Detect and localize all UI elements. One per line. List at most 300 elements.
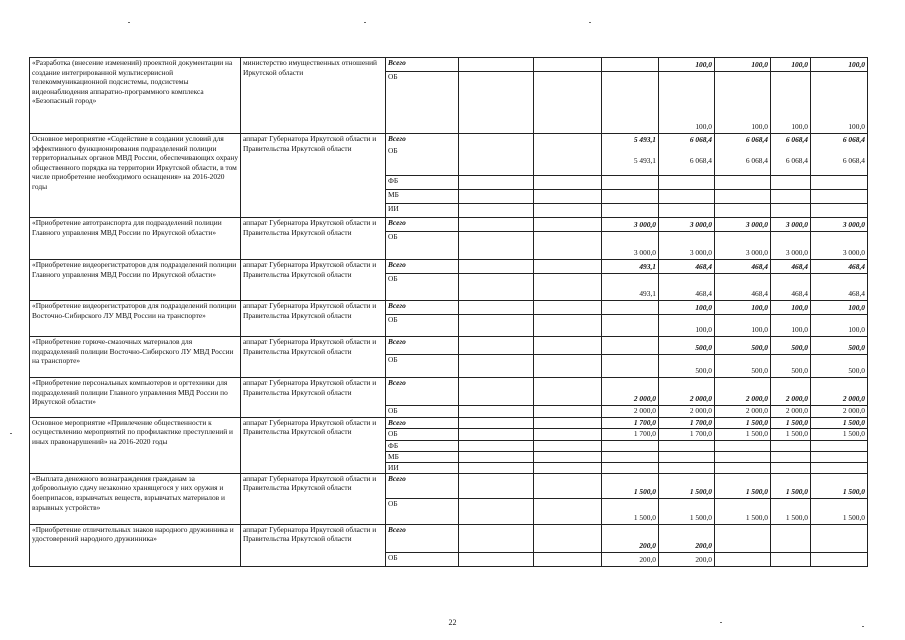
amount-value: 100,0 bbox=[848, 325, 865, 335]
funding-source-label: ОБ bbox=[388, 145, 398, 155]
amount-cell bbox=[715, 204, 771, 218]
amount-regional-budget: 6 068,4 bbox=[745, 155, 768, 165]
amount-cell bbox=[602, 315, 659, 337]
amount-cell bbox=[715, 473, 771, 498]
amount-cell bbox=[534, 315, 602, 337]
funding-source-label: ОБ bbox=[388, 498, 398, 508]
amount-cell bbox=[771, 260, 811, 274]
amount-cell bbox=[715, 260, 771, 274]
amount-value: 200,0 bbox=[695, 541, 712, 551]
executor-cell: аппарат Губернатора Иркутской области и Правительства Иркутской области bbox=[241, 134, 386, 218]
table-row bbox=[30, 337, 868, 355]
activity-name-cell: «Разработка (внесение изменений) проектной документации на создание интегрированной мультисервисной телекоммуникационной подсистемы, подсистемы видеонаблюдения аппаратно-программного комплекса «Безопасный город» bbox=[30, 58, 241, 134]
amount-cell bbox=[715, 429, 771, 441]
amount-cell bbox=[659, 204, 715, 218]
empty-cell bbox=[459, 406, 534, 418]
amount-cell bbox=[659, 232, 715, 260]
amount-value: 3 000,0 bbox=[842, 248, 865, 258]
amount-cell bbox=[715, 406, 771, 418]
funding-source-cell bbox=[386, 378, 459, 406]
amount-cell bbox=[771, 204, 811, 218]
amount-cell bbox=[659, 498, 715, 524]
amount-value: 100,0 bbox=[751, 60, 768, 70]
funding-source-cell bbox=[386, 58, 459, 72]
table-body bbox=[30, 58, 868, 567]
amount-value: 100,0 bbox=[791, 303, 808, 313]
amount-cell bbox=[771, 218, 811, 232]
funding-source-label: ИИ bbox=[388, 462, 399, 472]
funding-source-label: ОБ bbox=[388, 72, 398, 81]
amount-cell bbox=[771, 337, 811, 355]
amount-cell bbox=[771, 274, 811, 301]
amount-value: 500,0 bbox=[848, 343, 865, 353]
amount-value: 100,0 bbox=[751, 122, 768, 132]
amount-cell bbox=[602, 462, 659, 473]
amount-cell bbox=[534, 355, 602, 378]
empty-cell bbox=[459, 462, 534, 473]
amount-cell bbox=[602, 58, 659, 72]
amount-cell bbox=[811, 406, 868, 418]
amount-cell bbox=[771, 355, 811, 378]
amount-cell bbox=[715, 274, 771, 301]
empty-cell bbox=[459, 301, 534, 315]
amount-value: 200,0 bbox=[639, 541, 656, 551]
empty-cell bbox=[459, 451, 534, 462]
amount-cell bbox=[811, 552, 868, 566]
amount-cell bbox=[534, 462, 602, 473]
amount-cell bbox=[659, 315, 715, 337]
amount-value: 1 700,0 bbox=[633, 417, 656, 427]
amount-cell bbox=[715, 134, 771, 176]
amount-value: 100,0 bbox=[791, 325, 808, 335]
amount-cell bbox=[659, 134, 715, 176]
table-row bbox=[30, 524, 868, 552]
amount-cell bbox=[602, 204, 659, 218]
funding-source-label: ОБ bbox=[388, 406, 398, 415]
activity-name-cell: «Приобретение автотранспорта для подразделений полиции Главного управления МВД России по Иркутской области» bbox=[30, 218, 241, 260]
amount-value: 1 500,0 bbox=[785, 487, 808, 497]
amount-total: 6 068,4 bbox=[842, 135, 865, 144]
executor-cell: аппарат Губернатора Иркутской области и Правительства Иркутской области bbox=[241, 473, 386, 524]
executor-cell: министерство имущественных отношений Иркутской области bbox=[241, 58, 386, 134]
funding-source-cell bbox=[386, 355, 459, 378]
amount-value: 1 500,0 bbox=[785, 429, 808, 439]
amount-value: 1 500,0 bbox=[842, 417, 865, 427]
amount-value: 100,0 bbox=[791, 122, 808, 132]
amount-cell bbox=[659, 301, 715, 315]
scan-speck bbox=[862, 626, 864, 627]
table-row bbox=[30, 301, 868, 315]
amount-cell bbox=[534, 552, 602, 566]
funding-source-cell bbox=[386, 232, 459, 260]
amount-cell bbox=[534, 337, 602, 355]
empty-cell bbox=[459, 473, 534, 498]
funding-source-cell bbox=[386, 337, 459, 355]
funding-source-label: Всего bbox=[388, 301, 406, 310]
amount-value: 100,0 bbox=[695, 303, 712, 313]
funding-source-cell bbox=[386, 462, 459, 473]
amount-cell bbox=[602, 429, 659, 441]
funding-source-cell bbox=[386, 134, 459, 176]
scan-speck bbox=[364, 22, 366, 23]
amount-cell bbox=[811, 417, 868, 429]
amount-regional-budget: 6 068,4 bbox=[689, 155, 712, 165]
amount-cell bbox=[715, 301, 771, 315]
amount-cell bbox=[811, 473, 868, 498]
funding-source-cell bbox=[386, 440, 459, 451]
empty-cell bbox=[459, 417, 534, 429]
amount-cell bbox=[715, 218, 771, 232]
amount-value: 1 700,0 bbox=[633, 429, 656, 439]
activity-name-cell: «Выплата денежного вознаграждения гражданам за добровольную сдачу незаконно хранящегося у них оружия и боеприпасов, взрывчатых веществ, взрывчатых материалов и взрывных устройств» bbox=[30, 473, 241, 524]
amount-value: 1 500,0 bbox=[745, 487, 768, 497]
funding-source-label: ОБ bbox=[388, 552, 398, 562]
amount-cell bbox=[715, 315, 771, 337]
table-row bbox=[30, 218, 868, 232]
amount-cell bbox=[715, 355, 771, 378]
funding-source-label: МБ bbox=[388, 451, 399, 461]
amount-cell bbox=[534, 58, 602, 72]
amount-cell bbox=[811, 72, 868, 134]
amount-value: 1 700,0 bbox=[689, 417, 712, 427]
amount-value: 493,1 bbox=[639, 262, 656, 272]
amount-cell bbox=[715, 440, 771, 451]
funding-source-cell bbox=[386, 473, 459, 498]
amount-cell bbox=[811, 378, 868, 406]
amount-cell bbox=[534, 417, 602, 429]
funding-source-label: Всего bbox=[388, 337, 406, 346]
amount-cell bbox=[602, 176, 659, 190]
executor-cell: аппарат Губернатора Иркутской области и Правительства Иркутской области bbox=[241, 378, 386, 418]
funding-source-label: ИИ bbox=[388, 204, 399, 213]
amount-value: 2 000,0 bbox=[689, 406, 712, 415]
funding-source-label: ОБ bbox=[388, 355, 398, 364]
empty-cell bbox=[459, 524, 534, 552]
amount-value: 1 500,0 bbox=[689, 513, 712, 523]
amount-cell bbox=[659, 552, 715, 566]
amount-cell bbox=[534, 524, 602, 552]
funding-source-label: Всего bbox=[388, 58, 406, 67]
funding-source-label: Всего bbox=[388, 524, 406, 534]
amount-value: 100,0 bbox=[791, 60, 808, 70]
empty-cell bbox=[459, 190, 534, 204]
funding-source-label: ФБ bbox=[388, 440, 399, 450]
amount-value: 3 000,0 bbox=[633, 248, 656, 258]
funding-source-cell bbox=[386, 204, 459, 218]
funding-source-cell bbox=[386, 552, 459, 566]
amount-cell bbox=[811, 232, 868, 260]
budget-table bbox=[29, 57, 868, 567]
amount-cell bbox=[602, 498, 659, 524]
funding-source-cell bbox=[386, 176, 459, 190]
amount-cell bbox=[659, 190, 715, 204]
amount-cell bbox=[602, 355, 659, 378]
empty-cell bbox=[459, 218, 534, 232]
amount-value: 1 500,0 bbox=[633, 487, 656, 497]
amount-cell bbox=[534, 218, 602, 232]
empty-cell bbox=[459, 260, 534, 274]
amount-cell bbox=[534, 134, 602, 176]
table-row bbox=[30, 378, 868, 406]
amount-value: 2 000,0 bbox=[842, 394, 865, 404]
amount-cell bbox=[771, 473, 811, 498]
amount-cell bbox=[602, 72, 659, 134]
amount-cell bbox=[771, 134, 811, 176]
page-number: 22 bbox=[448, 618, 457, 627]
amount-total: 5 493,1 bbox=[633, 135, 656, 144]
amount-cell bbox=[659, 378, 715, 406]
table-row bbox=[30, 134, 868, 176]
amount-cell bbox=[715, 337, 771, 355]
amount-value: 468,4 bbox=[695, 262, 712, 272]
amount-value: 1 500,0 bbox=[842, 487, 865, 497]
amount-value: 100,0 bbox=[848, 303, 865, 313]
amount-cell bbox=[811, 355, 868, 378]
funding-source-cell bbox=[386, 301, 459, 315]
amount-cell bbox=[715, 524, 771, 552]
funding-source-cell bbox=[386, 218, 459, 232]
amount-total: 6 068,4 bbox=[689, 135, 712, 144]
amount-cell bbox=[715, 232, 771, 260]
scan-speck bbox=[10, 433, 12, 434]
amount-value: 100,0 bbox=[695, 325, 712, 335]
amount-cell bbox=[534, 440, 602, 451]
amount-value: 500,0 bbox=[751, 366, 768, 376]
amount-cell bbox=[771, 378, 811, 406]
amount-total: 6 068,4 bbox=[745, 135, 768, 144]
amount-cell bbox=[715, 58, 771, 72]
amount-cell bbox=[602, 552, 659, 566]
amount-value: 2 000,0 bbox=[633, 394, 656, 404]
amount-value: 3 000,0 bbox=[745, 220, 768, 230]
amount-cell bbox=[771, 406, 811, 418]
amount-cell bbox=[811, 462, 868, 473]
amount-cell bbox=[659, 406, 715, 418]
amount-cell bbox=[602, 274, 659, 301]
amount-value: 3 000,0 bbox=[785, 220, 808, 230]
amount-cell bbox=[659, 72, 715, 134]
amount-cell bbox=[659, 260, 715, 274]
amount-cell bbox=[811, 337, 868, 355]
amount-cell bbox=[715, 451, 771, 462]
funding-source-cell bbox=[386, 429, 459, 441]
amount-cell bbox=[659, 274, 715, 301]
amount-cell bbox=[811, 204, 868, 218]
amount-value: 1 500,0 bbox=[745, 429, 768, 439]
amount-cell bbox=[659, 337, 715, 355]
empty-cell bbox=[459, 58, 534, 72]
amount-value: 2 000,0 bbox=[842, 406, 865, 415]
amount-cell bbox=[602, 301, 659, 315]
amount-value: 2 000,0 bbox=[689, 394, 712, 404]
amount-value: 500,0 bbox=[848, 366, 865, 376]
funding-source-label: Всего bbox=[388, 260, 406, 269]
empty-cell bbox=[459, 552, 534, 566]
amount-value: 100,0 bbox=[848, 122, 865, 132]
amount-cell bbox=[771, 524, 811, 552]
amount-cell bbox=[602, 378, 659, 406]
amount-cell bbox=[771, 315, 811, 337]
amount-cell bbox=[534, 204, 602, 218]
amount-cell bbox=[534, 260, 602, 274]
amount-cell bbox=[602, 134, 659, 176]
activity-name-cell: «Приобретение отличительных знаков народного дружинника и удостоверений народного дружинника» bbox=[30, 524, 241, 566]
empty-cell bbox=[459, 337, 534, 355]
amount-value: 100,0 bbox=[695, 122, 712, 132]
funding-source-label: ОБ bbox=[388, 429, 398, 439]
executor-cell: аппарат Губернатора Иркутской области и Правительства Иркутской области bbox=[241, 218, 386, 260]
executor-cell: аппарат Губернатора Иркутской области и Правительства Иркутской области bbox=[241, 260, 386, 301]
amount-value: 100,0 bbox=[848, 60, 865, 70]
amount-cell bbox=[771, 190, 811, 204]
amount-cell bbox=[602, 218, 659, 232]
amount-cell bbox=[715, 417, 771, 429]
empty-cell bbox=[459, 498, 534, 524]
empty-cell bbox=[459, 204, 534, 218]
funding-source-label: Всего bbox=[388, 134, 406, 143]
amount-cell bbox=[811, 134, 868, 176]
amount-cell bbox=[534, 176, 602, 190]
amount-cell bbox=[771, 232, 811, 260]
funding-source-cell bbox=[386, 524, 459, 552]
amount-value: 3 000,0 bbox=[689, 220, 712, 230]
amount-cell bbox=[534, 473, 602, 498]
amount-cell bbox=[534, 406, 602, 418]
funding-source-cell bbox=[386, 190, 459, 204]
amount-value: 1 500,0 bbox=[785, 417, 808, 427]
amount-cell bbox=[659, 58, 715, 72]
amount-cell bbox=[771, 176, 811, 190]
amount-cell bbox=[771, 498, 811, 524]
amount-value: 468,4 bbox=[848, 262, 865, 272]
funding-source-label: ФБ bbox=[388, 176, 399, 185]
amount-cell bbox=[771, 552, 811, 566]
amount-value: 1 500,0 bbox=[745, 513, 768, 523]
amount-cell bbox=[811, 429, 868, 441]
amount-cell bbox=[811, 176, 868, 190]
amount-cell bbox=[602, 417, 659, 429]
funding-source-cell bbox=[386, 72, 459, 134]
funding-source-cell bbox=[386, 498, 459, 524]
amount-cell bbox=[602, 451, 659, 462]
amount-regional-budget: 6 068,4 bbox=[842, 155, 865, 165]
amount-value: 100,0 bbox=[751, 325, 768, 335]
funding-source-cell bbox=[386, 406, 459, 418]
amount-value: 3 000,0 bbox=[745, 248, 768, 258]
amount-cell bbox=[811, 301, 868, 315]
amount-cell bbox=[811, 451, 868, 462]
amount-value: 100,0 bbox=[751, 303, 768, 313]
table-row bbox=[30, 260, 868, 274]
amount-cell bbox=[811, 315, 868, 337]
amount-value: 2 000,0 bbox=[745, 406, 768, 415]
amount-cell bbox=[659, 440, 715, 451]
funding-source-label: Всего bbox=[388, 218, 406, 227]
amount-value: 1 500,0 bbox=[745, 417, 768, 427]
amount-cell bbox=[715, 498, 771, 524]
amount-cell bbox=[811, 260, 868, 274]
amount-cell bbox=[811, 524, 868, 552]
amount-cell bbox=[715, 552, 771, 566]
empty-cell bbox=[459, 440, 534, 451]
funding-source-label: ОБ bbox=[388, 315, 398, 324]
empty-cell bbox=[459, 378, 534, 406]
amount-cell bbox=[715, 378, 771, 406]
funding-source-label: Всего bbox=[388, 473, 406, 483]
amount-value: 2 000,0 bbox=[785, 394, 808, 404]
funding-source-label: ОБ bbox=[388, 232, 398, 241]
amount-cell bbox=[602, 473, 659, 498]
activity-name-cell: Основное мероприятие «Привлечение общественности к осуществлению мероприятий по профилактике преступлений и иных правонарушений» на 2016-2020 годы bbox=[30, 417, 241, 473]
amount-cell bbox=[602, 406, 659, 418]
amount-cell bbox=[602, 337, 659, 355]
amount-cell bbox=[811, 190, 868, 204]
amount-cell bbox=[659, 355, 715, 378]
amount-cell bbox=[659, 218, 715, 232]
amount-cell bbox=[659, 176, 715, 190]
funding-source-label: ОБ bbox=[388, 274, 398, 283]
amount-cell bbox=[715, 176, 771, 190]
amount-cell bbox=[534, 190, 602, 204]
amount-cell bbox=[771, 301, 811, 315]
amount-cell bbox=[534, 301, 602, 315]
amount-cell bbox=[534, 451, 602, 462]
table-row bbox=[30, 58, 868, 72]
amount-cell bbox=[659, 417, 715, 429]
funding-source-label: МБ bbox=[388, 190, 399, 199]
scan-speck bbox=[128, 22, 130, 23]
funding-source-cell bbox=[386, 274, 459, 301]
empty-cell bbox=[459, 274, 534, 301]
amount-cell bbox=[715, 72, 771, 134]
amount-value: 2 000,0 bbox=[745, 394, 768, 404]
amount-cell bbox=[602, 260, 659, 274]
activity-name-cell: «Приобретение горюче-смазочных материалов для подразделений полиции Восточно-Сибирского ЛУ МВД России на транспорте» bbox=[30, 337, 241, 378]
amount-value: 468,4 bbox=[695, 289, 712, 299]
amount-value: 1 500,0 bbox=[689, 487, 712, 497]
funding-source-cell bbox=[386, 451, 459, 462]
amount-value: 3 000,0 bbox=[689, 248, 712, 258]
amount-cell bbox=[602, 190, 659, 204]
amount-cell bbox=[534, 498, 602, 524]
empty-cell bbox=[459, 355, 534, 378]
amount-value: 500,0 bbox=[791, 343, 808, 353]
activity-name-cell: Основное мероприятие «Содействие в создании условий для эффективного функционирования подразделений полиции территориальных органов МВД России, обеспечивающих охрану общественного порядка на территории Иркутской области, в том числе приобретение необходимого оснащения» на 2016-2020 годы bbox=[30, 134, 241, 218]
amount-value: 1 500,0 bbox=[785, 513, 808, 523]
amount-cell bbox=[534, 274, 602, 301]
amount-value: 1 500,0 bbox=[842, 513, 865, 523]
activity-name-cell: «Приобретение видеорегистраторов для подразделений полиции Восточно-Сибирского ЛУ МВД России на транспорте» bbox=[30, 301, 241, 337]
amount-cell bbox=[659, 524, 715, 552]
amount-regional-budget: 6 068,4 bbox=[785, 155, 808, 165]
amount-cell bbox=[715, 190, 771, 204]
amount-value: 3 000,0 bbox=[785, 248, 808, 258]
amount-value: 500,0 bbox=[695, 343, 712, 353]
amount-cell bbox=[771, 462, 811, 473]
executor-cell: аппарат Губернатора Иркутской области и Правительства Иркутской области bbox=[241, 301, 386, 337]
funding-source-cell bbox=[386, 260, 459, 274]
amount-value: 500,0 bbox=[751, 343, 768, 353]
empty-cell bbox=[459, 176, 534, 190]
amount-value: 1 500,0 bbox=[633, 513, 656, 523]
empty-cell bbox=[459, 72, 534, 134]
amount-cell bbox=[659, 462, 715, 473]
amount-cell bbox=[811, 58, 868, 72]
amount-cell bbox=[534, 378, 602, 406]
amount-value: 1 700,0 bbox=[689, 429, 712, 439]
amount-value: 3 000,0 bbox=[842, 220, 865, 230]
executor-cell: аппарат Губернатора Иркутской области и Правительства Иркутской области bbox=[241, 417, 386, 473]
